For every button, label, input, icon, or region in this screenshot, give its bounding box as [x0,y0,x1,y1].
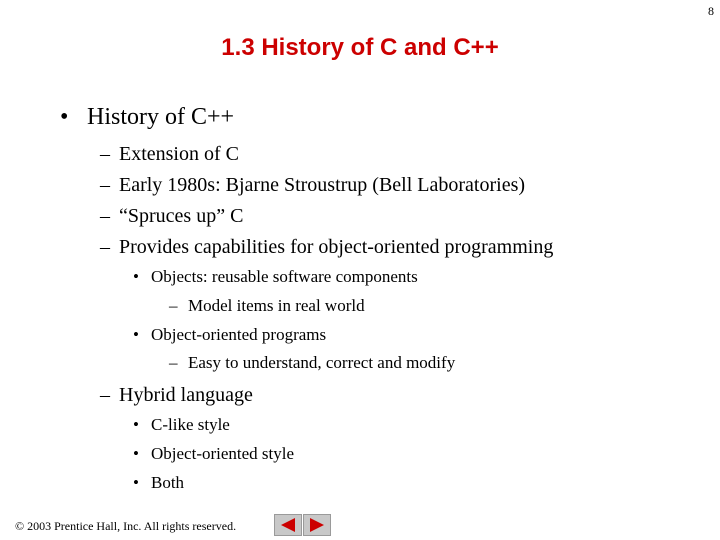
dash-marker: – [100,143,110,165]
page-number: 8 [708,4,714,18]
dash-marker: – [100,174,110,196]
slide-title: 1.3 History of C and C++ [221,34,499,61]
level3-bullet: Objects: reusable software components [151,267,418,286]
hybrid-item: Both [151,473,185,492]
next-slide-button[interactable] [303,514,331,536]
hybrid-item: Object-oriented style [151,444,295,463]
sub-bullet: “Spruces up” C [119,205,244,227]
bullet-marker: • [60,104,69,130]
previous-slide-button[interactable] [274,514,302,536]
dash-marker: – [169,296,178,315]
level4-bullet: Easy to understand, correct and modify [188,353,456,372]
dash-marker: – [100,205,110,227]
copyright-footer: © 2003 Prentice Hall, Inc. All rights reserved. [15,519,237,533]
bullet-marker: • [133,444,139,463]
level4-bullet: Model items in real world [188,296,365,315]
bullet-marker: • [133,325,139,344]
bullet-marker: • [133,473,139,492]
dash-marker: – [100,384,110,406]
right-triangle-icon [308,517,326,533]
sub-bullet-hybrid: Hybrid language [119,384,253,406]
sub-bullet: Early 1980s: Bjarne Stroustrup (Bell Laboratories) [119,174,526,196]
dash-marker: – [100,236,110,258]
dash-marker: – [169,353,178,372]
hybrid-item: C-like style [151,415,230,434]
level3-bullet: Object-oriented programs [151,325,327,344]
bullet-marker: • [133,415,139,434]
main-bullet: History of C++ [87,104,235,130]
sub-bullet: Extension of C [119,143,239,165]
left-triangle-icon [279,517,297,533]
bullet-marker: • [133,267,139,286]
sub-bullet: Provides capabilities for object-oriented programming [119,236,554,258]
